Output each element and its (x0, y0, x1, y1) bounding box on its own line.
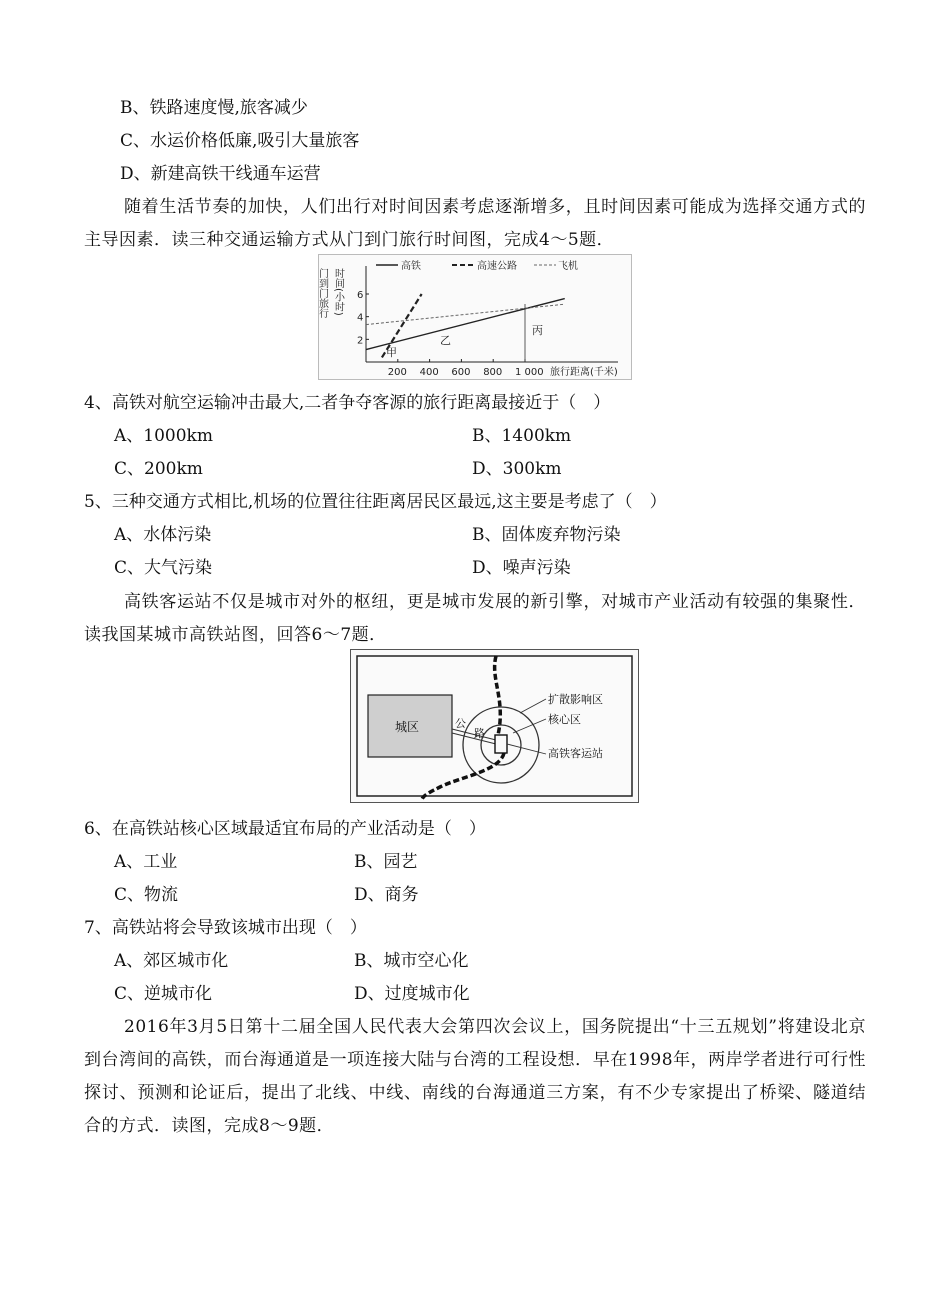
q6-option-a: A、工业 (114, 852, 178, 872)
y-axis-label-unit: 时间(小时) (332, 268, 344, 316)
q6-option-d: D、商务 (354, 885, 419, 905)
q6-option-b: B、园艺 (354, 852, 418, 872)
intro-paragraph-6-7: 高铁客运站不仅是城市对外的枢纽，更是城市发展的新引擎，对城市产业活动有较强的集聚性．读我国某城市高铁站图，回答6～7题． (84, 592, 866, 645)
station-building (495, 735, 507, 753)
region-label-yi: 乙 (440, 334, 451, 347)
q6-stem: 6、在高铁站核心区域最适宜布局的产业活动是（ ） (84, 819, 486, 839)
y-tick-label: 2 (357, 335, 364, 347)
y-tick-label: 4 (357, 312, 364, 324)
x-axis-label: 旅行距离(千米) (550, 367, 618, 378)
q5-option-c: C、大气污染 (114, 558, 213, 578)
q4-option-d: D、300km (472, 459, 562, 479)
q4-option-c: C、200km (114, 459, 203, 479)
q4-option-a: A、1000km (114, 426, 213, 446)
q5-stem: 5、三种交通方式相比,机场的位置往往距离居民区最远,这主要是考虑了（ ） (84, 492, 667, 512)
q3-option-d: D、新建高铁干线通车运营 (120, 164, 321, 184)
x-tick-label: 800 (483, 367, 503, 378)
q5-option-d: D、噪声污染 (472, 558, 571, 578)
q7-option-d: D、过度城市化 (354, 984, 470, 1004)
x-tick-label: 1 000 (515, 367, 544, 378)
q7-option-c: C、逆城市化 (114, 984, 213, 1004)
region-label-jia: 甲 (386, 346, 397, 359)
travel-time-chart (318, 254, 632, 380)
station-map (350, 649, 639, 803)
legend-highway: 高速公路 (477, 261, 517, 272)
legend-high-speed-rail: 高铁 (401, 261, 421, 272)
q5-option-b: B、固体废弃物污染 (472, 525, 621, 545)
intro-paragraph-8-9: 2016年3月5日第十二届全国人民代表大会第四次会议上，国务院提出“十三五规划”将建设北京到台湾间的高铁，而台海通道是一项连接大陆与台湾的工程设想．早在1998年，两岸学者进行可行性探讨、预测和论证后，提出了北线、中线、南线的台海通道三方案，有不少专家提出了桥梁、隧道结合的方式．读图，完成8～9题． (84, 1017, 866, 1136)
q7-option-b: B、城市空心化 (354, 951, 469, 971)
station-label: 高铁客运站 (548, 747, 603, 760)
core-zone-label: 核心区 (548, 713, 581, 726)
road-label-2: 路 (474, 727, 485, 740)
x-tick-label: 200 (387, 367, 407, 378)
q3-option-b: B、铁路速度慢,旅客减少 (120, 98, 308, 118)
y-tick-label: 6 (357, 290, 364, 301)
region-label-bing: 丙 (532, 324, 543, 337)
q7-stem: 7、高铁站将会导致该城市出现（ ） (84, 918, 367, 938)
city-label: 城区 (395, 720, 420, 734)
q4-option-b: B、1400km (472, 426, 572, 446)
intro-paragraph-4-5: 随着生活节奏的加快，人们出行对时间因素考虑逐渐增多，且时间因素可能成为选择交通方式的主导因素．读三种交通运输方式从门到门旅行时间图，完成4～5题． (84, 197, 866, 250)
legend-plane: 飞机 (558, 261, 578, 272)
q3-option-c: C、水运价格低廉,吸引大量旅客 (120, 131, 360, 151)
diffusion-zone-label: 扩散影响区 (548, 693, 603, 706)
y-axis-label: 门到门旅行 (316, 268, 328, 318)
q7-option-a: A、郊区城市化 (114, 951, 229, 971)
q6-option-c: C、物流 (114, 885, 179, 905)
x-tick-label: 400 (419, 367, 439, 378)
q5-option-a: A、水体污染 (114, 525, 212, 545)
x-tick-label: 600 (451, 367, 471, 378)
q4-stem: 4、高铁对航空运输冲击最大,二者争夺客源的旅行距离最接近于（ ） (84, 393, 611, 413)
road-label-1: 公 (455, 717, 466, 730)
